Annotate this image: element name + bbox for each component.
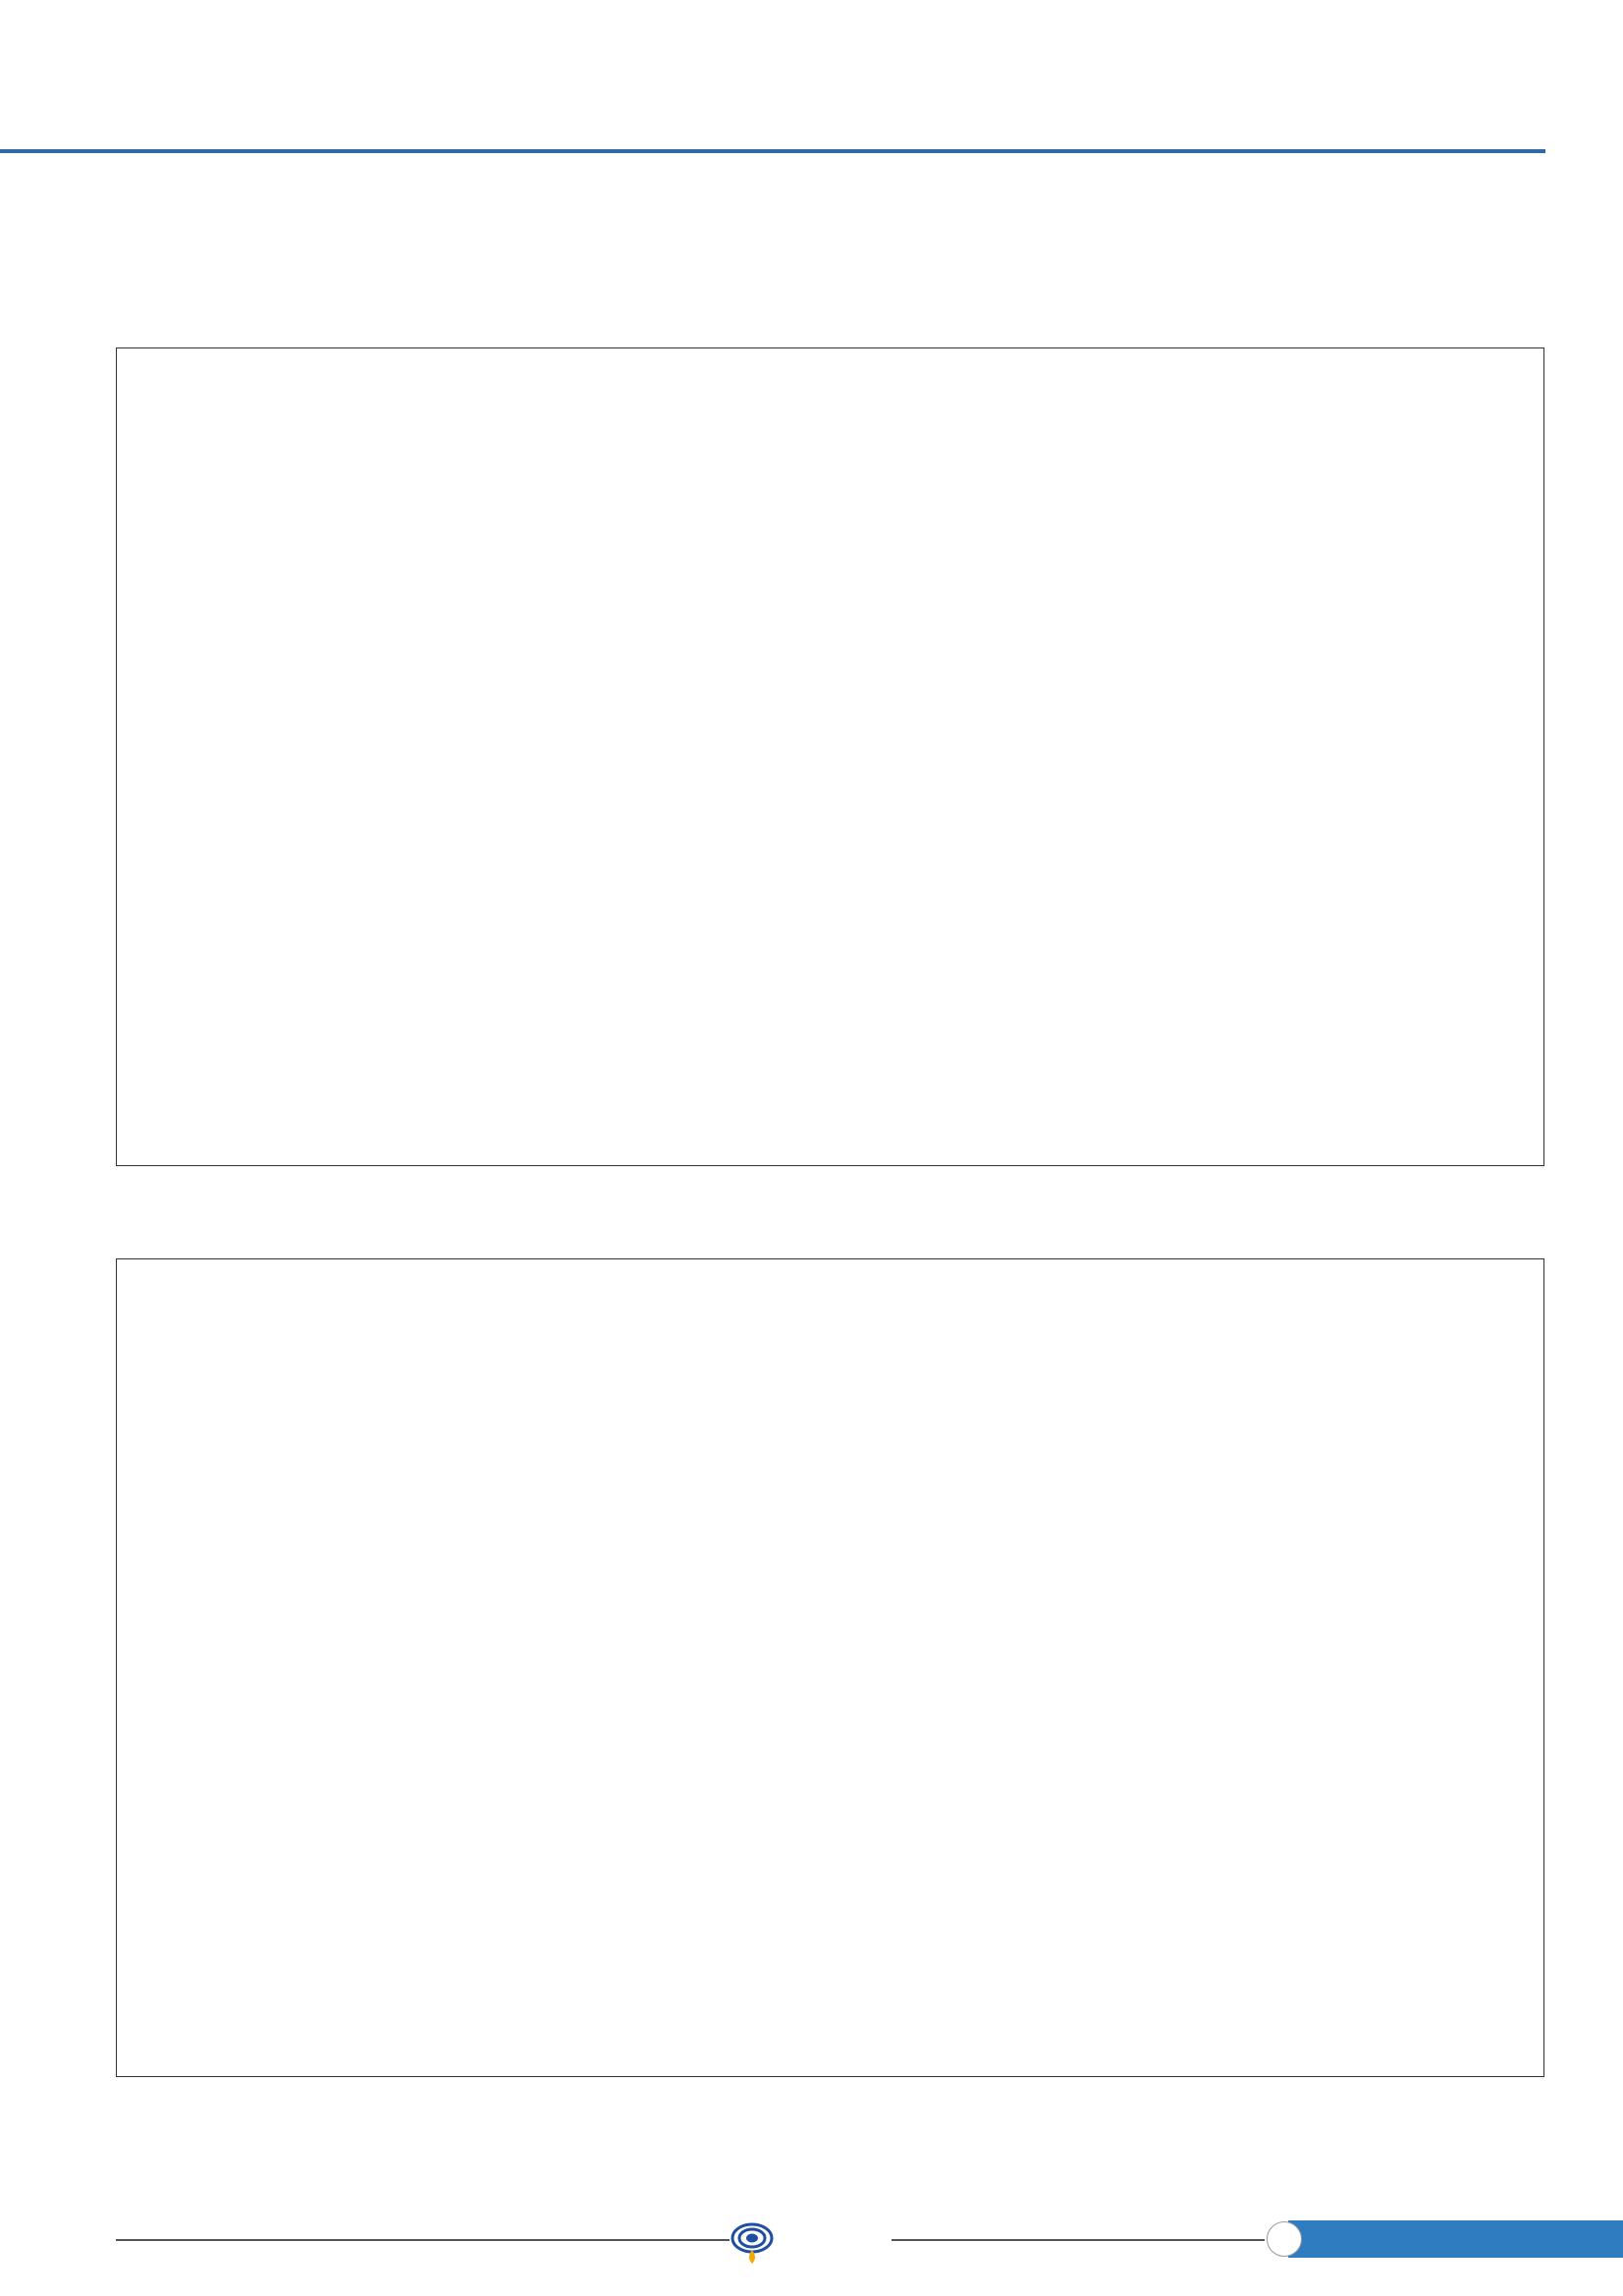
drawing-8s-side <box>490 1701 637 1986</box>
version-8e <box>897 1307 1516 1320</box>
versions-panel-8 <box>116 1258 1544 2077</box>
drawing-4e-side <box>1217 765 1364 1049</box>
drawing-8s-front <box>215 1696 441 1922</box>
drawing-8e-front <box>947 1696 1172 1922</box>
drawing-8e-side <box>1217 1701 1364 1986</box>
version-4s <box>142 396 761 409</box>
versions-panel-4 <box>116 347 1544 1166</box>
drawing-4s-front <box>215 761 441 987</box>
version-8s <box>142 1307 761 1320</box>
footer-rule <box>116 2239 730 2241</box>
mpfiltri-logo <box>730 2220 890 2270</box>
drawing-4e-front <box>947 761 1172 987</box>
header-rule <box>0 149 1545 153</box>
version-4e <box>897 396 1516 409</box>
footer-rule <box>892 2239 1265 2241</box>
page-number <box>1267 2221 1302 2257</box>
section-tab <box>1288 2220 1623 2258</box>
drawing-4s-side <box>490 765 637 1049</box>
